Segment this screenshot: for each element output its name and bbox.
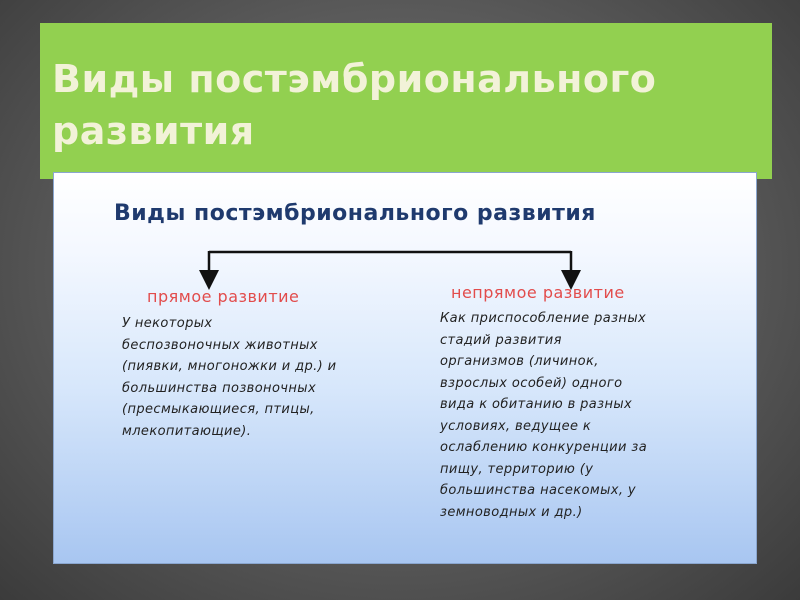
title-banner xyxy=(40,23,772,179)
branch-label-direct: прямое развитие xyxy=(147,287,300,306)
branch-label-indirect: непрямое развитие xyxy=(451,283,625,302)
branch-description-direct: У некоторых беспозвоночных животных (пиявки, многоножки и др.) и большинства позвоночных (пресмыкающиеся, птицы, млекопитающие). xyxy=(122,316,337,439)
diagram-panel xyxy=(53,172,757,564)
branch-description-indirect: Как приспособление разных стадий развития организмов (личинок, взрослых особей) одного вида к обитанию в разных условиях, ведущее к ослаблению конкуренции за пищу, территорию (у большинства насекомых, у земноводных и др.) xyxy=(440,311,648,520)
slide-title: Виды постэмбрионального развития xyxy=(52,57,657,153)
diagram-heading: Виды постэмбрионального развития xyxy=(114,201,596,226)
